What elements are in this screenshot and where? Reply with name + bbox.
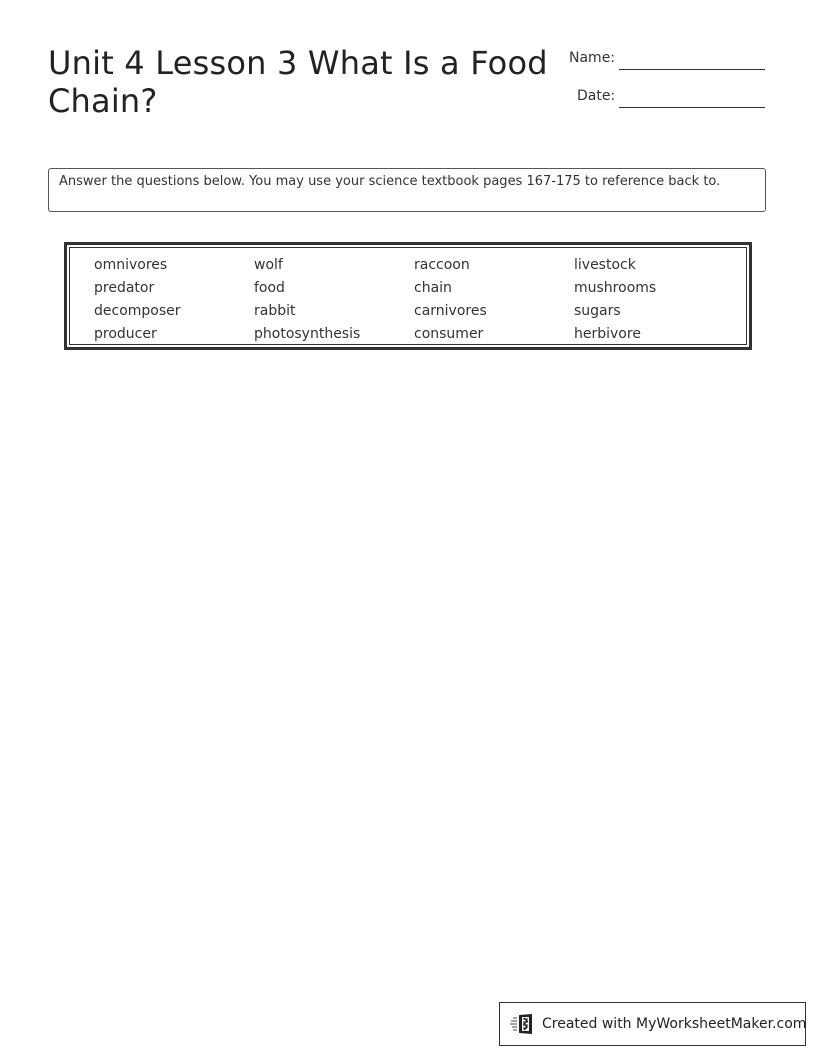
instructions-text: Answer the questions below. You may use your science textbook pages 167-175 to reference back to. [59, 174, 721, 189]
word-bank-item: photosynthesis [254, 326, 361, 342]
date-input-line[interactable] [619, 107, 765, 108]
word-bank-item: mushrooms [574, 280, 657, 296]
word-bank-item: livestock [574, 257, 636, 273]
instructions-box [48, 168, 766, 212]
word-bank-item: sugars [574, 303, 621, 319]
word-bank-item: herbivore [574, 326, 641, 342]
word-bank-item: predator [94, 280, 155, 296]
date-label: Date: [577, 88, 616, 104]
page-title: Unit 4 Lesson 3 What Is a Food Chain? [48, 44, 548, 120]
word-bank-item: wolf [254, 257, 283, 273]
word-bank-item: omnivores [94, 257, 168, 273]
word-bank-item: food [254, 280, 285, 296]
name-field [569, 50, 765, 66]
name-input-line[interactable] [619, 69, 765, 70]
word-bank-item: carnivores [414, 303, 487, 319]
word-bank-item: chain [414, 280, 452, 296]
worksheet-maker-logo-icon [510, 1013, 536, 1035]
date-field [577, 88, 765, 104]
created-with-text: Created with MyWorksheetMaker.com [542, 1016, 807, 1032]
word-bank-item: decomposer [94, 303, 181, 319]
word-bank-grid [94, 254, 734, 346]
word-bank-item: consumer [414, 326, 484, 342]
word-bank [64, 242, 752, 350]
word-bank-item: producer [94, 326, 157, 342]
created-with-badge[interactable] [499, 1002, 806, 1046]
word-bank-item: rabbit [254, 303, 296, 319]
word-bank-inner-border [69, 247, 747, 345]
name-label: Name: [569, 50, 616, 66]
word-bank-item: raccoon [414, 257, 470, 273]
